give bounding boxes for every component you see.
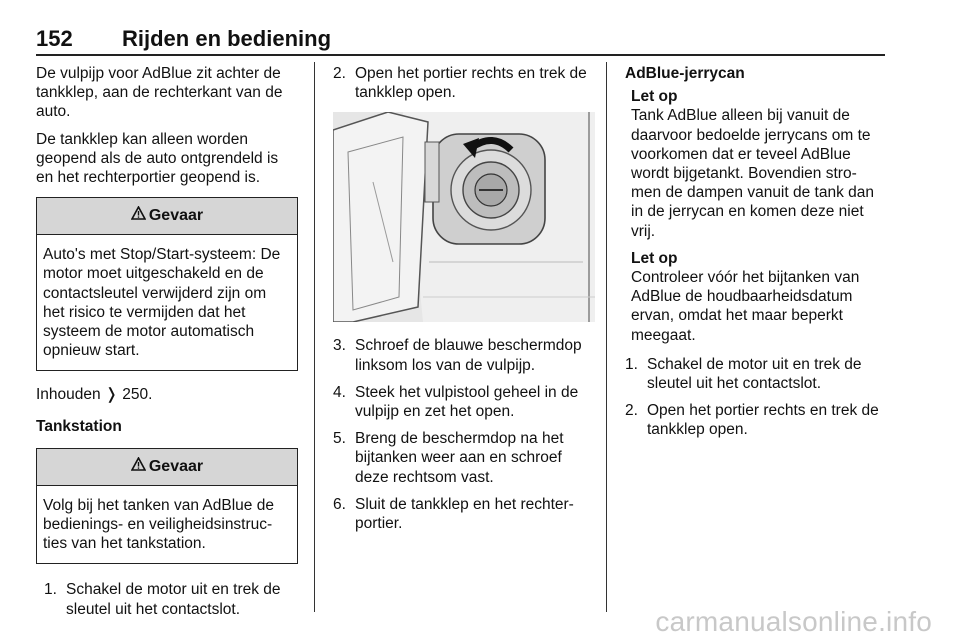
watermark: carmanualsonline.info (655, 606, 932, 637)
step-number: 1. (44, 581, 57, 599)
note-block-1 (625, 87, 887, 241)
step-text: Schroef de blauwe beschermdop linksom los van de vulpijp. (355, 337, 582, 374)
step-number: 3. (333, 337, 346, 355)
step-number: 5. (333, 430, 346, 448)
steps-list-col2-top (333, 64, 595, 102)
step-text: Open het portier rechts en trek de tankklep open. (355, 65, 587, 102)
list-item (625, 401, 887, 439)
contents-reference (36, 385, 298, 404)
list-item (333, 64, 595, 102)
step-number: 1. (625, 355, 638, 373)
page-number: 152 (36, 26, 73, 51)
step-number: 2. (333, 65, 346, 82)
section-heading-tankstation: Tankstation (36, 417, 122, 435)
section-heading-jerrycan: AdBlue-jerrycan (625, 65, 745, 82)
note-title: Let op (631, 88, 678, 106)
column-divider-2 (606, 62, 607, 612)
warning-header (37, 449, 297, 486)
warning-triangle-icon (131, 449, 146, 485)
warning-box-tankstation (36, 448, 298, 565)
step-text: Breng de beschermdop na het bijtanken weer aan en schroef deze rechtsom vast. (355, 430, 564, 486)
fuel-flap-illustration (333, 112, 595, 322)
list-item (333, 336, 595, 374)
page-title: Rijden en bediening (122, 26, 332, 51)
tank-flap-paragraph: De tankklep kan alleen worden geopend als de auto ontgrendeld is en het rechterportier geopend is. (36, 130, 279, 187)
column-1 (36, 64, 298, 627)
warning-header (37, 198, 297, 235)
note-text: Controleer vóór het bijtanken van AdBlue de houdbaarheidsdatum ervan, omdat het maar beperkt meegaat. (631, 269, 860, 344)
column-3 (625, 64, 887, 448)
warning-box-stop-start (36, 197, 298, 371)
step-text: Schakel de motor uit en trek de sleutel uit het contactslot. (66, 581, 281, 618)
warning-text: Auto's met Stop/Start-systeem: De motor moet uitgeschakeld en de contactsleutel verwijderd zijn om het risico te vermijden dat het systeem de motor automatisch opnieuw start. (43, 246, 281, 360)
column-divider-1 (314, 62, 315, 612)
list-item (333, 495, 595, 533)
step-number: 4. (333, 383, 346, 401)
steps-list-col2-bottom (333, 336, 595, 533)
note-title: Let op (631, 249, 678, 267)
page-ref-arrow-icon: ❭ (104, 386, 118, 404)
list-item (625, 355, 887, 393)
step-number: 2. (625, 402, 638, 420)
warning-title: Gevaar (148, 207, 204, 225)
note-block-2 (625, 249, 887, 345)
intro-paragraph: De vulpijp voor AdBlue zit achter de tankklep, aan de rechterkant van de auto. (36, 65, 283, 121)
list-item (333, 383, 595, 421)
step-text: Schakel de motor uit en trek de sleutel uit het contactslot. (647, 355, 862, 393)
list-item (44, 580, 298, 618)
contents-ref-page[interactable]: 250. (122, 386, 153, 404)
note-text: Tank AdBlue alleen bij vanuit de daarvoor bedoelde jerrycans om te voorkomen dat er teveel AdBlue wordt bijgetankt. Bovendien stro- men de dampen vanuit de tank dan in de jerrycan en komen deze niet vrij. (631, 107, 875, 240)
warning-text: Volg bij het tanken van AdBlue de bedienings- en veiligheidsinstruc- ties van het tankstation. (43, 496, 274, 553)
fuel-flap-drawing (333, 112, 595, 322)
header-rule (36, 54, 885, 56)
step-text: Steek het vulpistool geheel in de vulpijp en zet het open. (355, 383, 579, 421)
step-text: Open het portier rechts en trek de tankklep open. (647, 402, 879, 439)
contents-ref-text: Inhouden (36, 386, 101, 404)
warning-triangle-icon (131, 198, 146, 234)
steps-list-col3 (625, 355, 887, 440)
list-item (333, 429, 595, 487)
step-text: Sluit de tankklep en het rechter- portier. (355, 495, 574, 533)
column-2 (333, 64, 595, 541)
step-number: 6. (333, 495, 346, 513)
steps-list-col1 (36, 580, 298, 618)
warning-title: Gevaar (148, 457, 204, 475)
